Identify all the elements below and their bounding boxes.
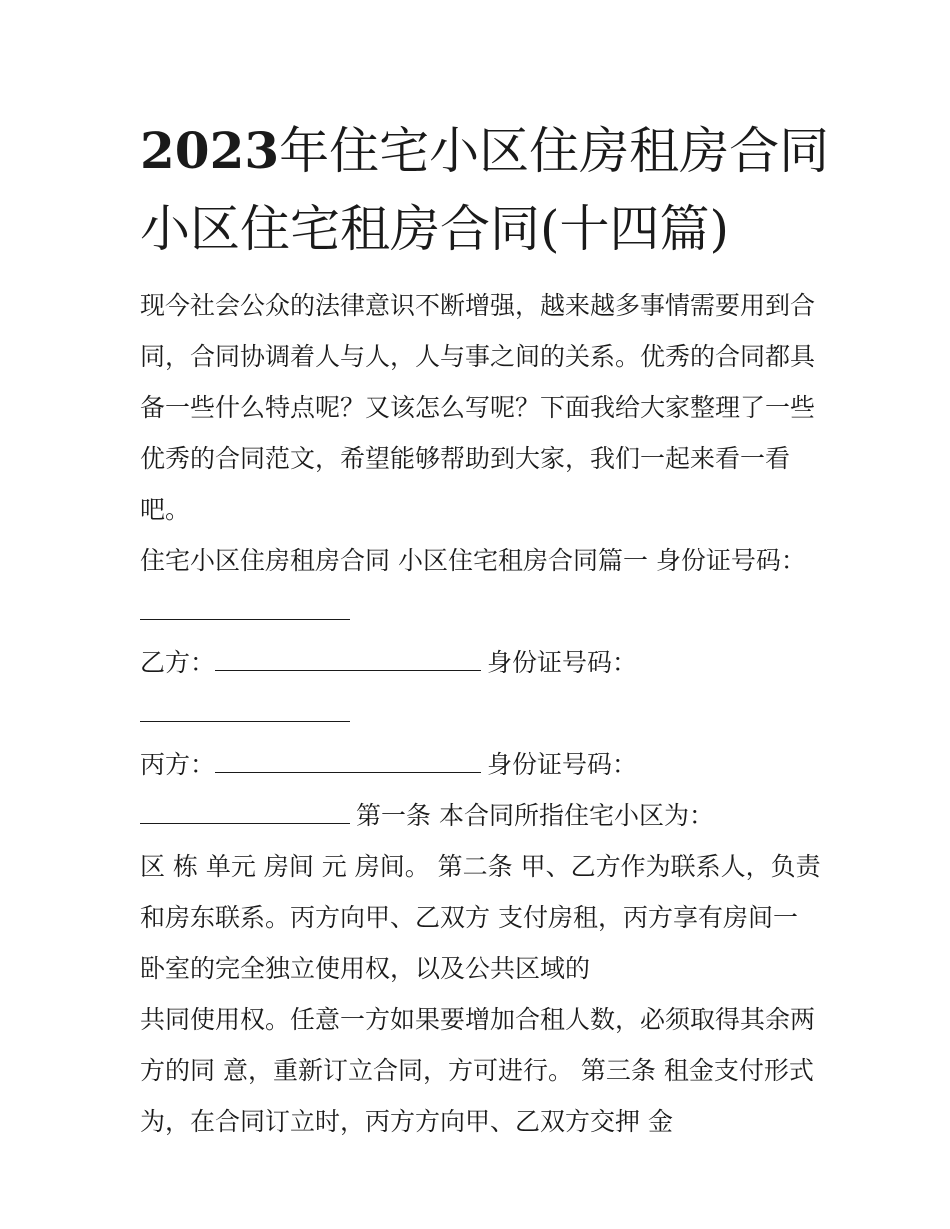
intro-line: 优秀的合同范文，希望能够帮助到大家，我们一起来看一看 bbox=[140, 444, 791, 473]
body-line: 方的同 意，重新订立合同，方可进行。 第三条 租金支付形式 bbox=[140, 1056, 814, 1085]
intro-line: 现今社会公众的法律意识不断增强，越来越多事情需要用到合 bbox=[140, 291, 816, 320]
party-b-row bbox=[140, 637, 820, 688]
document-title bbox=[140, 112, 830, 268]
intro-line: 吧。 bbox=[140, 495, 191, 524]
intro-paragraph bbox=[140, 280, 820, 535]
body-paragraph bbox=[140, 841, 820, 1147]
party-b-label: 乙方： bbox=[140, 648, 216, 677]
party-c-row bbox=[140, 739, 820, 790]
title-year: 2023 bbox=[140, 121, 280, 180]
title-line-1 bbox=[140, 112, 830, 190]
title-line-2: 小区住宅租房合同(十四篇) bbox=[140, 200, 730, 258]
document-page bbox=[140, 112, 830, 1147]
title-line-1-text: 年住宅小区住房租房合同 bbox=[279, 122, 830, 180]
article-1-row bbox=[140, 790, 820, 841]
article-1-text: 第一条 本合同所指住宅小区为： bbox=[356, 801, 714, 830]
body-line: 和房东联系。丙方向甲、乙双方 支付房租，丙方享有房间一 bbox=[140, 903, 798, 932]
id-number-label: 身份证号码： bbox=[487, 750, 638, 779]
fill-in-blank bbox=[140, 589, 350, 620]
intro-line: 备一些什么特点呢？又该怎么写呢？下面我给大家整理了一些 bbox=[140, 393, 816, 422]
fill-in-blank bbox=[140, 691, 350, 722]
body-line: 卧室的完全独立使用权，以及公共区域的 bbox=[140, 954, 591, 983]
party-c-label: 丙方： bbox=[140, 750, 216, 779]
fill-in-blank bbox=[140, 793, 350, 824]
fill-in-blank bbox=[215, 742, 481, 773]
body-line: 共同使用权。任意一方如果要增加合租人数，必须取得其余两 bbox=[140, 1005, 816, 1034]
body-line: 为，在合同订立时，丙方方向甲、乙双方交押 金 bbox=[140, 1107, 673, 1136]
id-number-label: 身份证号码： bbox=[487, 648, 638, 677]
section-heading: 住宅小区住房租房合同 小区住宅租房合同篇一 身份证号码： bbox=[140, 546, 806, 575]
blank-line-row bbox=[140, 586, 820, 637]
blank-line-row bbox=[140, 688, 820, 739]
fill-in-blank bbox=[215, 640, 481, 671]
intro-line: 同，合同协调着人与人，人与事之间的关系。优秀的合同都具 bbox=[140, 342, 816, 371]
body-line: 区 栋 单元 房间 元 房间。 第二条 甲、乙方作为联系人，负责 bbox=[140, 852, 821, 881]
